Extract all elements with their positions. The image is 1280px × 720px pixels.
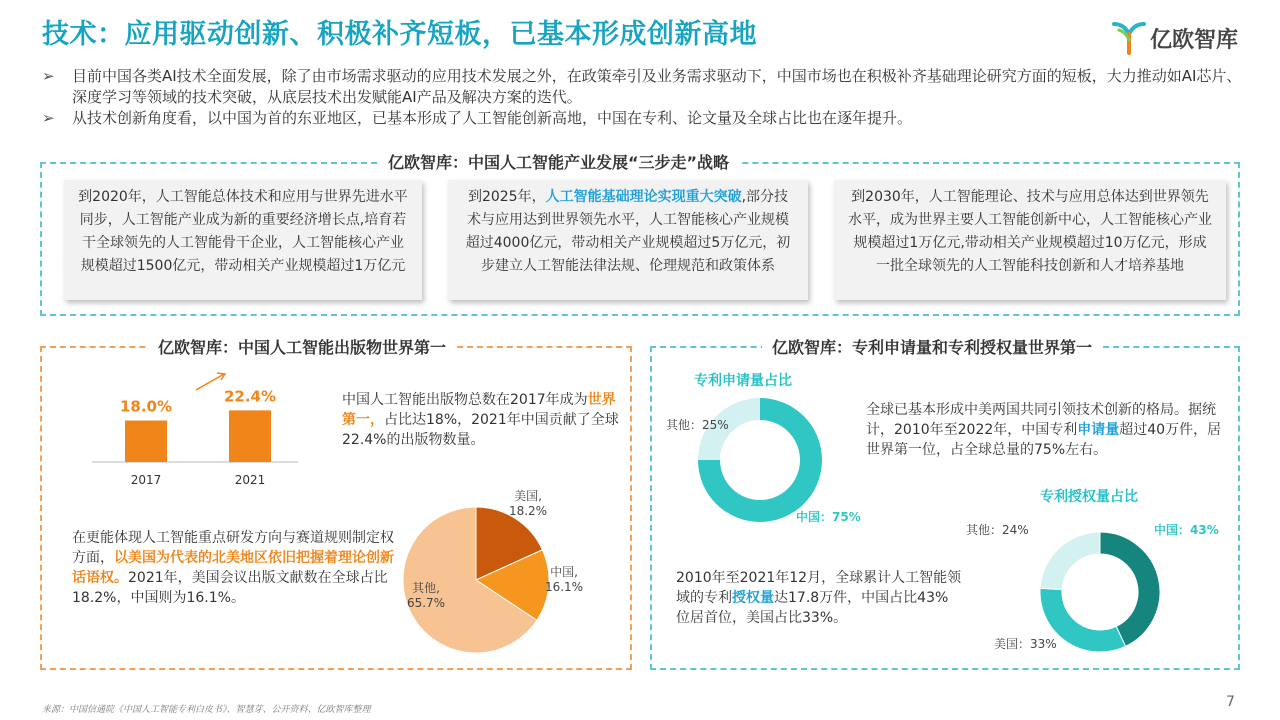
card-text-pre: 到2025年， bbox=[467, 189, 546, 205]
bullet-text: 目前中国各类AI技术全面发展，除了由市场需求驱动的应用技术发展之外，在政策牵引及业务需求驱动下，中国市场也在积极补齐基础理论研究方面的短板，大力推动如AI芯片、深度学习等领域的技术突破，从底层技术出发赋能AI产品及解决方案的迭代。 bbox=[72, 67, 1242, 106]
donut-label-other: 其他：25% bbox=[666, 418, 729, 432]
strategy-title: 亿欧智库：中国人工智能产业发展“三步走”战略 bbox=[378, 150, 739, 173]
para-highlight: 世界第一， bbox=[342, 392, 616, 428]
patent-grant-heading: 专利授权量占比 bbox=[1040, 489, 1138, 505]
donut-label-china: 中国：75% bbox=[796, 510, 861, 524]
bullet-item bbox=[42, 66, 1242, 108]
strategy-card-2030 bbox=[834, 180, 1226, 300]
donut-label-usa: 美国：33% bbox=[994, 637, 1057, 651]
donut-slice-2 bbox=[1040, 532, 1100, 590]
patent-apply-donut bbox=[660, 396, 900, 536]
page-number: 7 bbox=[1226, 694, 1235, 710]
pie-slice-name: 美国, bbox=[514, 489, 542, 503]
bar-category-label: 2021 bbox=[234, 473, 266, 487]
bar-value-label: 22.4% bbox=[223, 387, 277, 406]
card-text: 到2020年，人工智能总体技术和应用与世界先进水平同步，人工智能产业成为新的重要经济增长点,培育若干全球领先的人工智能骨干企业，人工智能核心产业规模超过1500亿元，带动相关产业规模超过1万亿元 bbox=[78, 189, 408, 274]
arrow-bullet-icon: ➢ bbox=[42, 109, 55, 127]
bar-category-label: 2017 bbox=[130, 473, 162, 487]
para-text-post: 达17.8万件，中国占比43%位居首位，美国占比33%。 bbox=[676, 590, 949, 626]
publications-para-2 bbox=[72, 528, 398, 608]
bar-2017 bbox=[125, 421, 167, 462]
source-footer: 来源：中国信通院《中国人工智能专利白皮书》、智慧芽、公开资料、亿欧智库整理 bbox=[42, 705, 371, 715]
para-text-post: 超过40万件，居世界第一位，占全球总量的75%左右。 bbox=[866, 422, 1222, 458]
growth-arrow bbox=[196, 374, 224, 390]
page-title: 技术：应用驱动创新、积极补齐短板，已基本形成创新高地 bbox=[42, 19, 757, 50]
para-highlight: 授权量 bbox=[732, 590, 774, 606]
publications-pie-chart bbox=[396, 489, 584, 662]
para-text-pre: 全球已基本形成中美两国共同引领技术创新的格局。据统计，2010年至2022年，中国专利 bbox=[866, 402, 1216, 438]
logo-text: 亿欧智库 bbox=[1150, 27, 1239, 53]
para-text-post: 占比达18%，2021年中国贡献了全球22.4%的出版物数量。 bbox=[342, 412, 619, 448]
card-text: 到2030年，人工智能理论、技术与应用总体达到世界领先水平，成为世界主要人工智能创新中心，人工智能核心产业规模超过1万亿元,带动相关产业规模超过10万亿元，形成一批全球领先的人工智能科技创新和人才培养基地 bbox=[848, 189, 1212, 274]
donut-label-other: 其他：24% bbox=[966, 523, 1029, 537]
para-highlight: 申请量 bbox=[1077, 422, 1120, 438]
bar-2021 bbox=[229, 410, 271, 462]
logo bbox=[1112, 18, 1238, 58]
strategy-card-2020 bbox=[64, 180, 422, 300]
pie-slice-name: 中国, bbox=[550, 565, 578, 579]
para-text-pre: 在更能体现人工智能重点研发方向与赛道规则制定权方面， bbox=[72, 530, 394, 566]
bullet-text: 从技术创新角度看，以中国为首的东亚地区，已基本形成了人工智能创新高地，中国在专利、论文量及全球占比也在逐年提升。 bbox=[72, 109, 913, 127]
patents-para-1 bbox=[866, 400, 1232, 460]
strategy-card-2025 bbox=[448, 180, 808, 300]
publications-title: 亿欧智库：中国人工智能出版物世界第一 bbox=[148, 335, 456, 358]
patents-para-2 bbox=[676, 568, 962, 628]
para-text-pre: 中国人工智能出版物总数在2017年成为 bbox=[342, 392, 588, 408]
para-text-pre: 2010年至2021年12月，全球累计人工智能领域的专利 bbox=[676, 570, 962, 606]
pie-slice-value: 16.1% bbox=[544, 580, 584, 594]
pie-slice-value: 18.2% bbox=[508, 504, 548, 518]
publications-para-1 bbox=[342, 390, 624, 450]
logo-icon bbox=[1112, 20, 1146, 56]
bullet-list bbox=[42, 66, 1242, 129]
patent-grant-donut bbox=[960, 510, 1236, 664]
arrow-bullet-icon: ➢ bbox=[42, 67, 55, 85]
publications-bar-chart bbox=[84, 366, 308, 494]
para-text-post: 2021年，美国会议出版文献数在全球占比18.2%，中国则为16.1%。 bbox=[72, 570, 388, 606]
patent-apply-heading: 专利申请量占比 bbox=[694, 373, 792, 389]
patents-title: 亿欧智库：专利申请量和专利授权量世界第一 bbox=[762, 335, 1102, 358]
para-highlight: 以美国为代表的北美地区依旧把握着理论创新话语权。 bbox=[72, 550, 394, 586]
bar-value-label: 18.0% bbox=[119, 397, 173, 416]
donut-label-china: 中国：43% bbox=[1154, 523, 1219, 537]
bullet-item bbox=[42, 108, 1242, 129]
pie-slice-name: 其他, bbox=[412, 581, 440, 595]
pie-slice-value: 65.7% bbox=[406, 596, 446, 610]
card-text-post: ,部分技术与应用达到世界领先水平，人工智能核心产业规模超过4000亿元，带动相关产业规模超过5万亿元，初步建立人工智能法律法规、伦理规范和政策体系 bbox=[465, 189, 791, 274]
card-highlight: 人工智能基础理论实现重大突破 bbox=[545, 189, 742, 205]
